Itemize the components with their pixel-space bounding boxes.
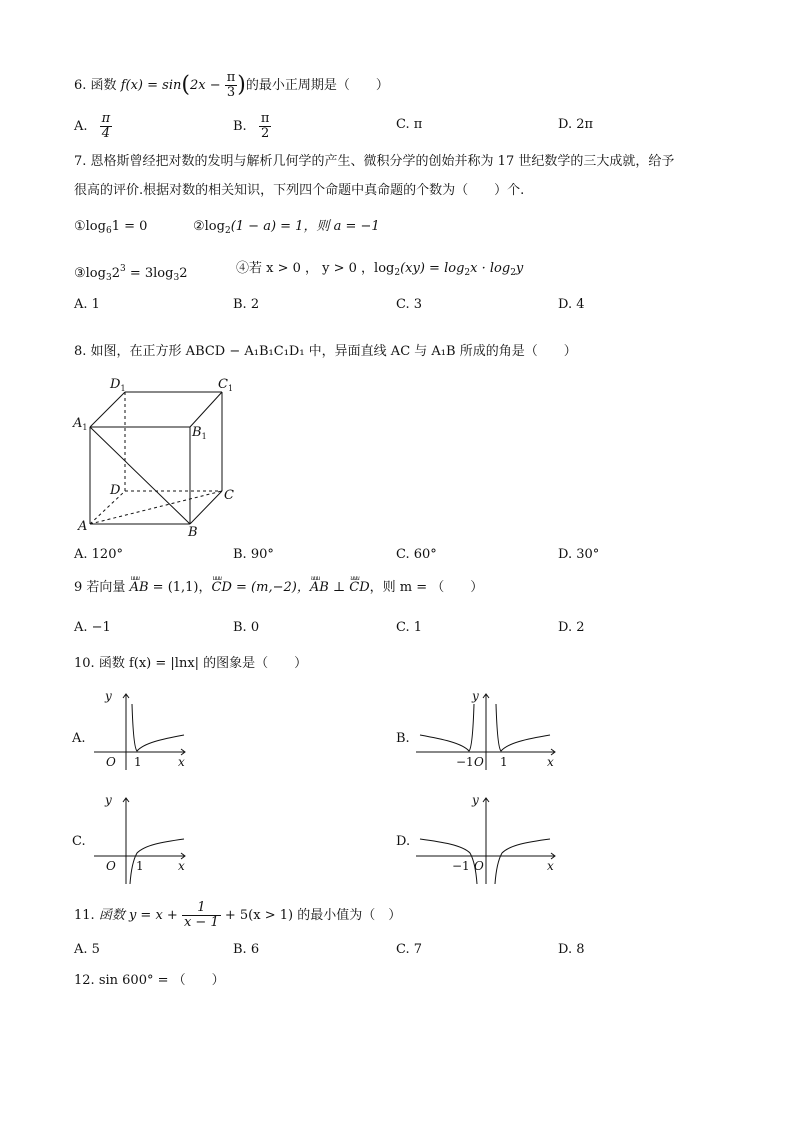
label-b1: $B_1$ [192,425,207,441]
svg-text:O: O [106,859,116,873]
curve-a [132,704,184,751]
q7-proposition-2: $②\log_2(1 - a) = 1$，则 a = −1 [193,219,380,236]
edge-b-c [190,491,222,524]
q11-option-c[interactable]: C. 7 [396,942,423,957]
q6-option-a[interactable]: A. $\frac{\pi}{4}$ [74,111,111,141]
curve-b-right [496,704,550,751]
svg-text:1: 1 [500,755,508,769]
q12-stem: 12. sin 600° = （ ） [74,973,225,988]
svg-text:−1: −1 [456,755,474,769]
svg-text:x: x [178,859,185,873]
label-c: C [224,488,234,503]
q9-option-b[interactable]: B. 0 [233,620,260,635]
q7-option-c[interactable]: C. 3 [396,297,423,312]
svg-text:x: x [178,755,185,769]
q8-option-b[interactable]: B. 90° [233,547,274,562]
q11-option-d[interactable]: D. 8 [558,942,585,957]
label-a1: $A_1$ [73,416,88,432]
q10-option-b-label[interactable]: B. [396,731,410,746]
q11-stem: 11. 函数 y = x + $\frac{1}{x - 1}$ + 5(x > 1) 的最小值为（ ） [74,900,402,930]
q6-number: 6. [74,78,87,93]
q11-option-a[interactable]: A. 5 [74,942,100,957]
q9-option-d[interactable]: D. 2 [558,620,585,635]
svg-text:y: y [105,689,112,703]
q10-option-a-label[interactable]: A. [72,731,86,746]
q7-option-d[interactable]: D. 4 [558,297,585,312]
q9-option-a[interactable]: A. −1 [74,620,111,635]
graph-d[interactable] [412,790,560,886]
svg-text:−1: −1 [452,859,470,873]
q11-option-b[interactable]: B. 6 [233,942,260,957]
svg-text:O: O [474,755,484,769]
q7-proposition-3: $③\log_32^3 = 3\log_32$ [74,264,188,283]
svg-text:y: y [472,793,479,807]
q7-stem-line2: 很高的评价.根据对数的相关知识，下列四个命题中真命题的个数为（ ）个. [74,183,525,198]
q7-stem-line1: 7. 恩格斯曾经把对数的发明与解析几何学的产生、微积分学的创始并称为 17 世纪数学的三大成就，给予 [74,154,675,169]
q6-option-c[interactable]: C. π [396,117,423,132]
q6-option-b[interactable]: B. $\frac{\pi}{2}$ [233,111,270,141]
svg-text:1: 1 [136,859,144,873]
q6-option-d[interactable]: D. 2π [558,117,594,132]
vector-ab: uuu AB [130,579,149,597]
svg-text:x: x [547,755,554,769]
q10-stem: 10. 函数 f(x) = |lnx| 的图象是（ ） [74,656,308,671]
svg-text:O: O [106,755,116,769]
vector-cd-2: uuu CD [349,579,369,597]
edge-a1-d1 [90,392,125,427]
svg-text:y: y [105,793,112,807]
label-a: A [78,519,88,534]
q9-option-c[interactable]: C. 1 [396,620,423,635]
svg-text:x: x [547,859,554,873]
q10-option-c-label[interactable]: C. [72,834,86,849]
svg-text:O: O [474,859,484,873]
q7-option-b[interactable]: B. 2 [233,297,260,312]
vector-cd: uuu CD [212,579,232,597]
label-c1: $C_1$ [218,377,234,393]
label-d1: $D_1$ [110,377,126,393]
svg-text:y: y [472,689,479,703]
label-d: D [110,483,121,498]
q6-stem: 6. 函数 f(x) = sin(2x − $\frac{\pi}{3}$ )的最小正周期是（ ） [74,70,389,100]
label-b: B [188,525,198,540]
q7-proposition-1: $①\log_61 = 0$ [74,219,148,236]
q10-option-d-label[interactable]: D. [396,834,411,849]
q7-proposition-4: ④若 x > 0 ， y > 0 ，$\log_2(xy) = \log_2x \cdot \log_2y$ [236,261,524,278]
curve-d-right [495,839,550,884]
q9-stem: 9 若向量 uuu AB = (1,1)，uuu CD = (m,−2)，uuu AB ⊥ uuu CD，则 m = （ ） [74,579,483,597]
graph-b[interactable] [412,686,560,772]
graph-a[interactable] [90,686,200,772]
q8-stem: 8. 如图，在正方形 ABCD − A₁B₁C₁D₁ 中，异面直线 AC 与 A₁B 所成的角是（ ） [74,344,577,359]
vector-ab-2: uuu AB [310,579,329,597]
q8-option-d[interactable]: D. 30° [558,547,600,562]
q8-option-c[interactable]: C. 60° [396,547,437,562]
curve-b-left [420,704,474,751]
graph-c[interactable] [90,790,200,886]
q8-option-a[interactable]: A. 120° [74,547,123,562]
cube-diagram [70,374,250,540]
svg-text:1: 1 [134,755,142,769]
edge-b1-c1 [190,392,222,427]
q7-option-a[interactable]: A. 1 [74,297,100,312]
